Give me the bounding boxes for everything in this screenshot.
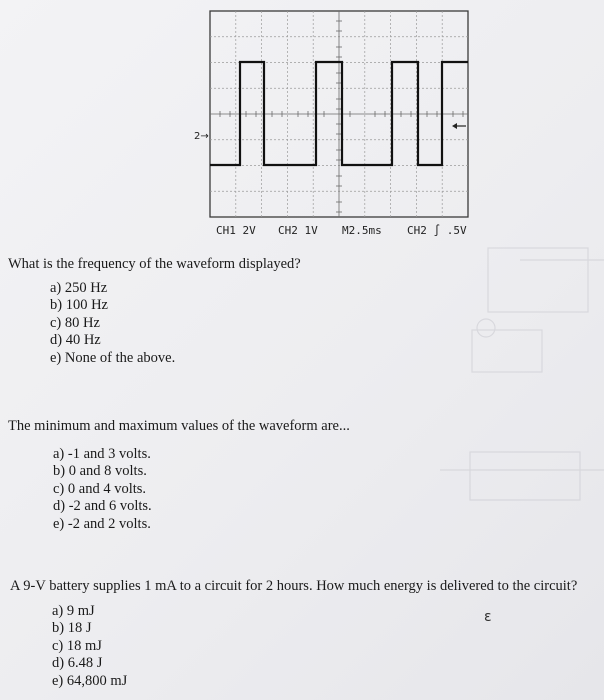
option-d: d) -2 and 6 volts. xyxy=(53,498,152,515)
option-e: e) 64,800 mJ xyxy=(52,672,128,689)
question-battery-energy xyxy=(10,578,577,691)
option-list xyxy=(50,280,301,368)
option-list xyxy=(52,603,577,691)
trigger-level-marker xyxy=(452,123,466,129)
question-stem: A 9-V battery supplies 1 mA to a circuit for 2 hours. How much energy is delivered to the circuit? xyxy=(10,578,578,594)
option-b: b) 0 and 8 volts. xyxy=(53,463,147,480)
trigger-label: CH2 ∫ .5V xyxy=(407,224,467,237)
option-list xyxy=(53,446,350,534)
oscilloscope-display xyxy=(0,0,604,240)
option-e: e) None of the above. xyxy=(50,349,176,366)
option-c: c) 18 mJ xyxy=(52,637,102,654)
question-stem: What is the frequency of the waveform displayed? xyxy=(8,256,301,272)
option-b: b) 18 J xyxy=(52,620,92,637)
option-c: c) 0 and 4 volts. xyxy=(53,480,147,497)
question-frequency xyxy=(8,256,301,368)
option-a: a) -1 and 3 volts. xyxy=(53,445,151,462)
option-e: e) -2 and 2 volts. xyxy=(53,515,151,532)
option-b: b) 100 Hz xyxy=(50,297,108,314)
option-a: a) 9 mJ xyxy=(52,602,95,619)
handwritten-epsilon-mark: ε xyxy=(484,609,492,625)
ch2-scale-label: CH2 1V xyxy=(278,224,318,237)
option-a: a) 250 Hz xyxy=(50,279,108,296)
option-d: d) 6.48 J xyxy=(52,655,103,672)
option-c: c) 80 Hz xyxy=(50,314,100,331)
channel-2-marker: 2→ xyxy=(194,131,209,142)
question-stem: The minimum and maximum values of the waveform are... xyxy=(8,418,350,434)
question-min-max xyxy=(8,418,350,534)
ch1-scale-label: CH1 2V xyxy=(216,224,256,237)
option-d: d) 40 Hz xyxy=(50,332,101,349)
timebase-label: M2.5ms xyxy=(342,224,382,237)
